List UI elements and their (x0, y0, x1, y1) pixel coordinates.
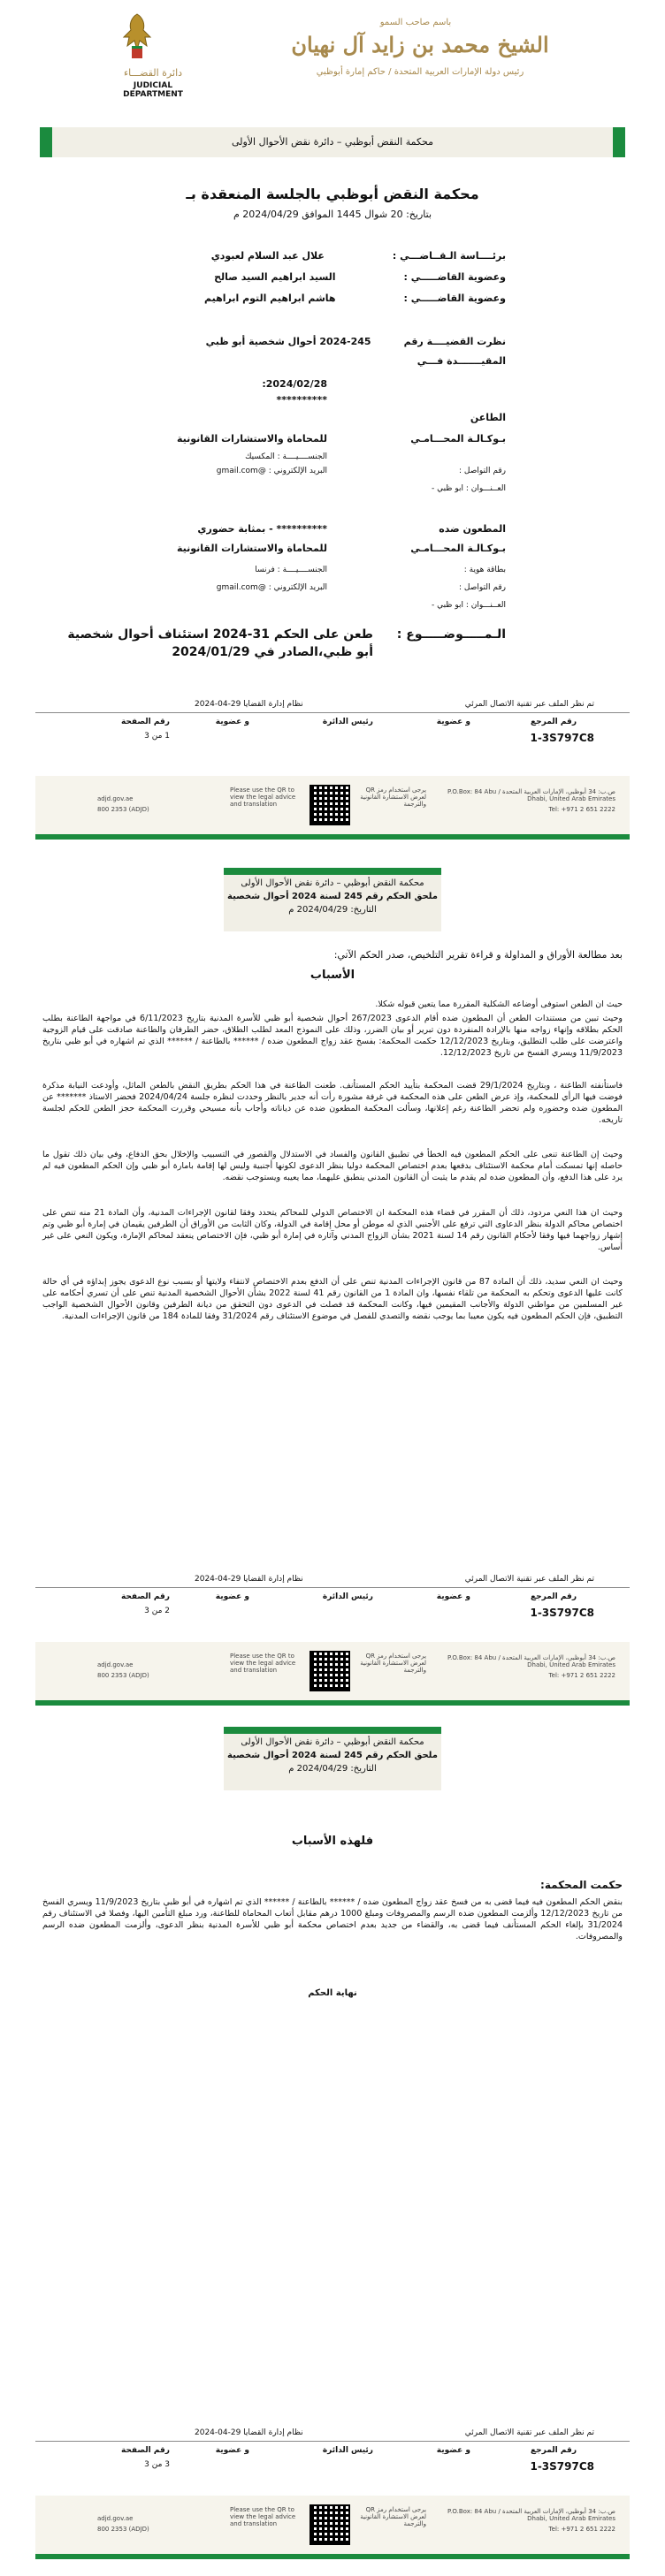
page2-stamp (224, 868, 441, 931)
footer-qr-en: Please use the QR to view the legal advice and translation (230, 2506, 296, 2527)
green-bar-left (40, 127, 52, 157)
footer-president-label: رئيس الدائرة (322, 2446, 373, 2455)
page3-stamp (224, 1727, 441, 1790)
case-registered-label: المقيـــــــدة فـــي (417, 355, 506, 367)
footer-phone: 800 2353 (ADJD) (97, 2526, 149, 2533)
footer-address: ص.ب: 34 أبوظبي، الإمارات العربية المتحدة / P.O.Box: 84 Abu Dhabi, United Arab Emirates (447, 788, 615, 802)
footer-page-value: 3 من 3 (144, 2460, 170, 2469)
footer-ref-value: 1-3S797C8 (530, 1607, 594, 1619)
footer-address: ص.ب: 34 أبوظبي، الإمارات العربية المتحدة / P.O.Box: 84 Abu Dhabi, United Arab Emirates (447, 2508, 615, 2522)
panel-row-2 (214, 271, 506, 283)
page3-stamp-line-3: التاريخ: 2024/04/29 م (288, 1764, 377, 1774)
footer-ref-label: رقم المرجع (531, 2446, 577, 2455)
footer-qr-en: Please use the QR to view the legal advice and translation (230, 1653, 296, 1674)
panel-name: علال عبد السلام لعبودي (210, 250, 325, 262)
sheikh-prefix: باسم صاحب السمو (379, 18, 452, 27)
footer-tel: Tel: +971 2 651 2222 (548, 2526, 615, 2533)
department-name-ar: دائرة القضـــاء (123, 67, 183, 79)
page2-stamp-line-3: التاريخ: 2024/04/29 م (288, 905, 377, 915)
green-bar-right (613, 127, 625, 157)
footer-member-label: و عضوية (215, 1592, 249, 1601)
respondent-agency-label: بـوكـالـة المحـــامـي (410, 543, 506, 554)
panel-row-1 (211, 250, 506, 262)
department-name-en: JUDICIAL DEPARTMENT (123, 81, 183, 99)
appellant-email: البريد الإلكتروني : @gmail.com (216, 467, 327, 475)
case-number-row (206, 336, 506, 347)
respondent-agency: للمحاماة والاستشارات القانونية (176, 543, 327, 554)
page3-stamp-line-1: محكمة النقض أبوظبي – دائرة نقض الأحوال الأولى (241, 1737, 424, 1747)
reasons-title: الأسباب (310, 969, 355, 982)
footer-qr-ar: يرجى استخدام رمز QR لعرض الاستشارة القانونية والترجمة (360, 1653, 426, 1674)
footer-date: نظام إدارة القضايا 29-04-2024 (195, 2428, 303, 2437)
panel-row-3 (204, 293, 506, 304)
footer-page-value: 1 من 3 (144, 732, 170, 741)
case-number-label: نظرت القضيــــة رقم (403, 336, 506, 347)
respondent-label: المطعون ضده (439, 523, 506, 535)
reason-paragraph: وحيث تبين من مستندات الطعن أن المطعون ضده أقام الدعوى 267/2023 أحوال شخصية أبو ظبي للأسرة المدنية بتاريخ 6/11/2023 في مواجهة الطاعنة بطلب الحكم بطلاقه وإنهاء زواجه منها بالإرادة المنفردة دون تبرير أو بيان الضرر، وذلك على النموذج المعد لطلب الطلاق، حضر الطرفان والطاعنة صادقت على قيام الزوجية واعترضت على طلب التطليق، وبتاريخ 12/12/2023 حكمت المحكمة: بفسخ عقد زواج المطعون ضده / ****** بالطاعنة / ****** الذي تم اشهاره في أبو ظبي بتاريخ 11/9/2023 ويسري الفسخ من تاريخ 12/12/2023. (42, 1014, 623, 1058)
footer-phone: 800 2353 (ADJD) (97, 806, 149, 813)
case-number-value: 245-2024 أحوال شخصية أبو ظبي (205, 336, 371, 347)
appellant-phone: رقم التواصل : (459, 467, 506, 475)
footer-page-label: رقم الصفحة (120, 718, 170, 726)
footer-ref-label: رقم المرجع (531, 718, 577, 726)
footer-date: نظام إدارة القضايا 29-04-2024 (195, 1575, 303, 1584)
respondent-address: العــنـــوان : ابو ظبي - (431, 601, 506, 610)
respondent-phone: رقم التواصل : (459, 583, 506, 592)
page2-stamp-line-1: محكمة النقض أبوظبي – دائرة نقض الأحوال الأولى (241, 878, 424, 888)
footer-ref-value: 1-3S797C8 (530, 2460, 594, 2473)
end-of-judgment: نهاية الحكم (308, 1988, 357, 1998)
panel-role: وعضوية القاضـــــي : (403, 271, 506, 283)
decision-text: بنقض الحكم المطعون فيه فيما قضى به من فسخ عقد زواج المطعون ضده / ****** بالطاعنة / ****** الذي تم اشهاره في أبو ظبي بتاريخ 11/9/2023 ويسري الفسخ من تاريخ 12/12/2023 وألزمت المطعون ضده الرسم والمصروفات ومبلغ 1000 درهم مقابل أتعاب المحاماة للطاعنة، ورد مبلغ التأمين اليها، وفصلا في الاستئناف رقم 31/2024 بإلغاء الحكم المستأنف فيما قضى به، والقضاء من جديد بعدم اختصاص محكمة أبو ظبي للأسرة المدنية بنظر الدعوى، وألزمت المطعون ضده الرسم والمصروفات. (42, 1897, 623, 1941)
footer-ref-value: 1-3S797C8 (530, 732, 594, 744)
subject-text-2: أبو ظبي،الصادر في 2024/01/29 (172, 645, 373, 659)
reason-paragraph: فاستأنفته الطاعنة ، وبتاريخ 29/1/2024 قضت المحكمة بتأييد الحكم المستأنف. طعنت الطاعنة في هذا الحكم بطريق النقض بالطعن الماثل، وأودعت النيابة مذكرة فوضت فيها الرأي للمحكمة، وإذ عرض الطعن على هذه المحكمة في غرفة مشورة رأت أنه جدير بالنظر وحددت لنظره جلسة 2024/04/24 فحضر الاستاذ ******* عن المطعون ضده وحضوره ولم تحضر الطاعنة رغم إعلانها، وسألت المحكمة المطعون ضده عن دياناته وأجاب بأنه مسيحي وقررت المحكمة حجز الطعن للحكم لجلسة تاريخه. (42, 1081, 623, 1125)
footer-president-label: رئيس الدائرة (322, 1592, 373, 1601)
panel-name: هاشم ابراهيم التوم ابراهيم (203, 293, 336, 304)
footer-divider (35, 2441, 630, 2442)
appellant-agency: للمحاماة والاستشارات القانونية (176, 433, 327, 445)
session-date: بتاريخ: 20 شوال 1445 الموافق 2024/04/29 م (233, 209, 432, 220)
footer-divider (35, 1587, 630, 1588)
panel-role: برئــــاسة الـقــاضـــي : (392, 250, 506, 262)
footer-web[interactable]: adjd.gov.ae (97, 2515, 134, 2522)
footer-address: ص.ب: 34 أبوظبي، الإمارات العربية المتحدة / P.O.Box: 84 Abu Dhabi, United Arab Emirates (447, 1654, 615, 1668)
respondent-nationality: الجنســــيــــة : فرنسا (255, 566, 327, 574)
panel-name: السيد ابراهيم السيد صالح (214, 271, 336, 283)
reason-paragraph: وحيث إن الطاعنة تنعى على الحكم المطعون فيه الخطأ في تطبيق القانون والفساد في الاستدلال والقصور في التسبيب والإخلال بحق الدفاع، وفي بيان ذلك تقول ما حاصله إنها تمسكت أمام محكمة الاستئناف بدفعها بعدم اختصاص المحكمة دوليا بنظر الدعوى لكونها أجنبية وليس لها إقامة بامارة أبو ظبي وإن الحكم المطعون فيه لم يرد على هذا الدفع، وأن المطعون ضده لم يقدم ما يثبت أن القانون المدني ينطبق عليهما، مما يعيبه ويستوجب نقضه. (42, 1150, 623, 1182)
decision-label: حكمت المحكمة: (540, 1879, 623, 1891)
falcon-emblem-icon (115, 11, 159, 64)
footer-ref-label: رقم المرجع (531, 1592, 577, 1601)
respondent-name: ********** - بمثابة حضوري (197, 523, 327, 535)
footer-strip (35, 2496, 630, 2559)
page3-stamp-line-2: ملحق الحكم رقم 245 لسنة 2024 أحوال شخصية (227, 1751, 438, 1760)
footer-page-label: رقم الصفحة (120, 1592, 170, 1601)
footer-strip (35, 776, 630, 840)
reason-paragraph: حيث ان الطعن استوفى أوضاعه الشكلية المقررة مما يتعين قبوله شكلا. (375, 999, 623, 1009)
reason-paragraph: وحيث ان النعي سديد، ذلك أن المادة 87 من قانون الإجراءات المدنية تنص على أن الدفع بعدم الاختصاص لانتفاء ولايتها أو بسبب نوع الدعوى يجوز إبداؤه في أي حالة كانت عليها الدعوى وتحكم به المحكمة من تلقاء نفسها، وان المادة 1 من القانون رقم 41 لسنة 2022 بشأن الأحوال الشخصية المدنية تنص على أن تسري أحكامه على غير المسلمين من مواطني الدولة والأجانب المقيمين فيها، وكانت المحكمة قد فصلت في الدعوى دون التحقق من ديانة الطرفين وقانون الأحوال الشخصية الواجب التطبيق، فإن الحكم المطعون فيه يكون معيبا بما يوجب نقضه والتصدي للفصل في موضوع الاستئناف رقم 31/2024 وفقا للمادة 184 من قانون الإجراءات المدنية. (42, 1277, 623, 1321)
footer-member-label: و عضوية (215, 2446, 249, 2455)
appellant-address: العــنـــوان : ابو ظبي - (431, 484, 506, 493)
sheikh-title: رئيس دولة الإمارات العربية المتحدة / حاكم إمارة أبوظبي (316, 67, 524, 77)
appellant-nationality: الجنســــيــــة : المكسيك (245, 452, 327, 461)
respondent-id: بطاقة هوية : (463, 566, 506, 574)
footer-qr-en: Please use the QR to view the legal advice and translation (230, 786, 296, 808)
footer-qr-ar: يرجى استخدام رمز QR لعرض الاستشارة القانونية والترجمة (360, 2506, 426, 2527)
document-header (0, 0, 665, 124)
qr-code-icon[interactable] (310, 2504, 350, 2545)
court-title: محكمة النقض أبوظبي بالجلسة المنعقدة بـ (186, 186, 479, 202)
footer-member-label: و عضوية (436, 2446, 470, 2455)
respondent-email: البريد الإلكتروني : @gmail.com (216, 583, 327, 592)
subject-label: الـمـــــوضـــــوع : (396, 627, 506, 642)
page2-intro: بعد مطالعة الأوراق و المداولة و قراءة تقرير التلخيص، صدر الحكم الآتي: (333, 949, 623, 961)
footer-member-label: و عضوية (215, 718, 249, 726)
sheikh-name: الشيخ محمد بن زايد آل نهيان (291, 32, 549, 57)
footer-page-value: 2 من 3 (144, 1607, 170, 1615)
footer-president-label: رئيس الدائرة (322, 718, 373, 726)
footer-tel: Tel: +971 2 651 2222 (548, 1672, 615, 1679)
footer-phone: 800 2353 (ADJD) (97, 1672, 149, 1679)
case-stars: ********** (276, 394, 327, 406)
therefore-title: فلهذه الأسباب (291, 1835, 374, 1848)
appellant-label: الطاعن (470, 412, 506, 423)
footer-note: تم نظر الملف عبر تقنية الاتصال المرئي (464, 1575, 594, 1584)
footer-note: تم نظر الملف عبر تقنية الاتصال المرئي (464, 2428, 594, 2437)
footer-tel: Tel: +971 2 651 2222 (548, 806, 615, 813)
qr-code-icon[interactable] (310, 1651, 350, 1691)
footer-web[interactable]: adjd.gov.ae (97, 795, 134, 802)
panel-role: وعضوية القاضـــــي : (403, 293, 506, 304)
page2-stamp-line-2: ملحق الحكم رقم 245 لسنة 2024 أحوال شخصية (227, 892, 438, 901)
subject-text-1: طعن على الحكم 31-2024 استئناف أحوال شخصية (67, 627, 373, 642)
footer-member-label: و عضوية (436, 1592, 470, 1601)
case-registered-date: 2024/02/28: (262, 378, 327, 390)
qr-code-icon[interactable] (310, 785, 350, 825)
footer-member-label: و عضوية (436, 718, 470, 726)
footer-qr-ar: يرجى استخدام رمز QR لعرض الاستشارة القانونية والترجمة (360, 786, 426, 808)
reason-paragraph: وحيث ان هذا النعي مردود، ذلك أن المقرر في قضاء هذه المحكمة ان الاختصاص الدولي للمحاكم يتحدد وفقا لقانون الإجراءات المدنية، وأن المادة 21 منه تنص على اختصاص محاكم الدولة بنظر الدعاوى التي ترفع على الأجنبي الذي له موطن أو محل إقامة في الدولة، وكان الثابت من الأوراق أن الطرفين يقيمان في إمارة أبو ظبي وتم إشهار زواجهما فيها وفقا لأحكام القانون رقم 14 لسنة 2021 بشأن الزواج المدني وآثاره في إمارة أبو ظبي، فإن الاختصاص ينعقد لمحاكم الإمارة، ويكون النعي على غير أساس. (42, 1208, 623, 1252)
footer-strip (35, 1642, 630, 1706)
footer-date: نظام إدارة القضايا 29-04-2024 (195, 700, 303, 709)
footer-web[interactable]: adjd.gov.ae (97, 1661, 134, 1668)
footer-note: تم نظر الملف عبر تقنية الاتصال المرئي (464, 700, 594, 709)
footer-page-label: رقم الصفحة (120, 2446, 170, 2455)
footer-divider (35, 712, 630, 713)
band-title: محكمة النقض أبوظبي – دائرة نقض الأحوال الأولى (231, 136, 434, 148)
court-band (40, 127, 625, 157)
appellant-agency-label: بـوكـالـة المحـــامـي (410, 433, 506, 445)
